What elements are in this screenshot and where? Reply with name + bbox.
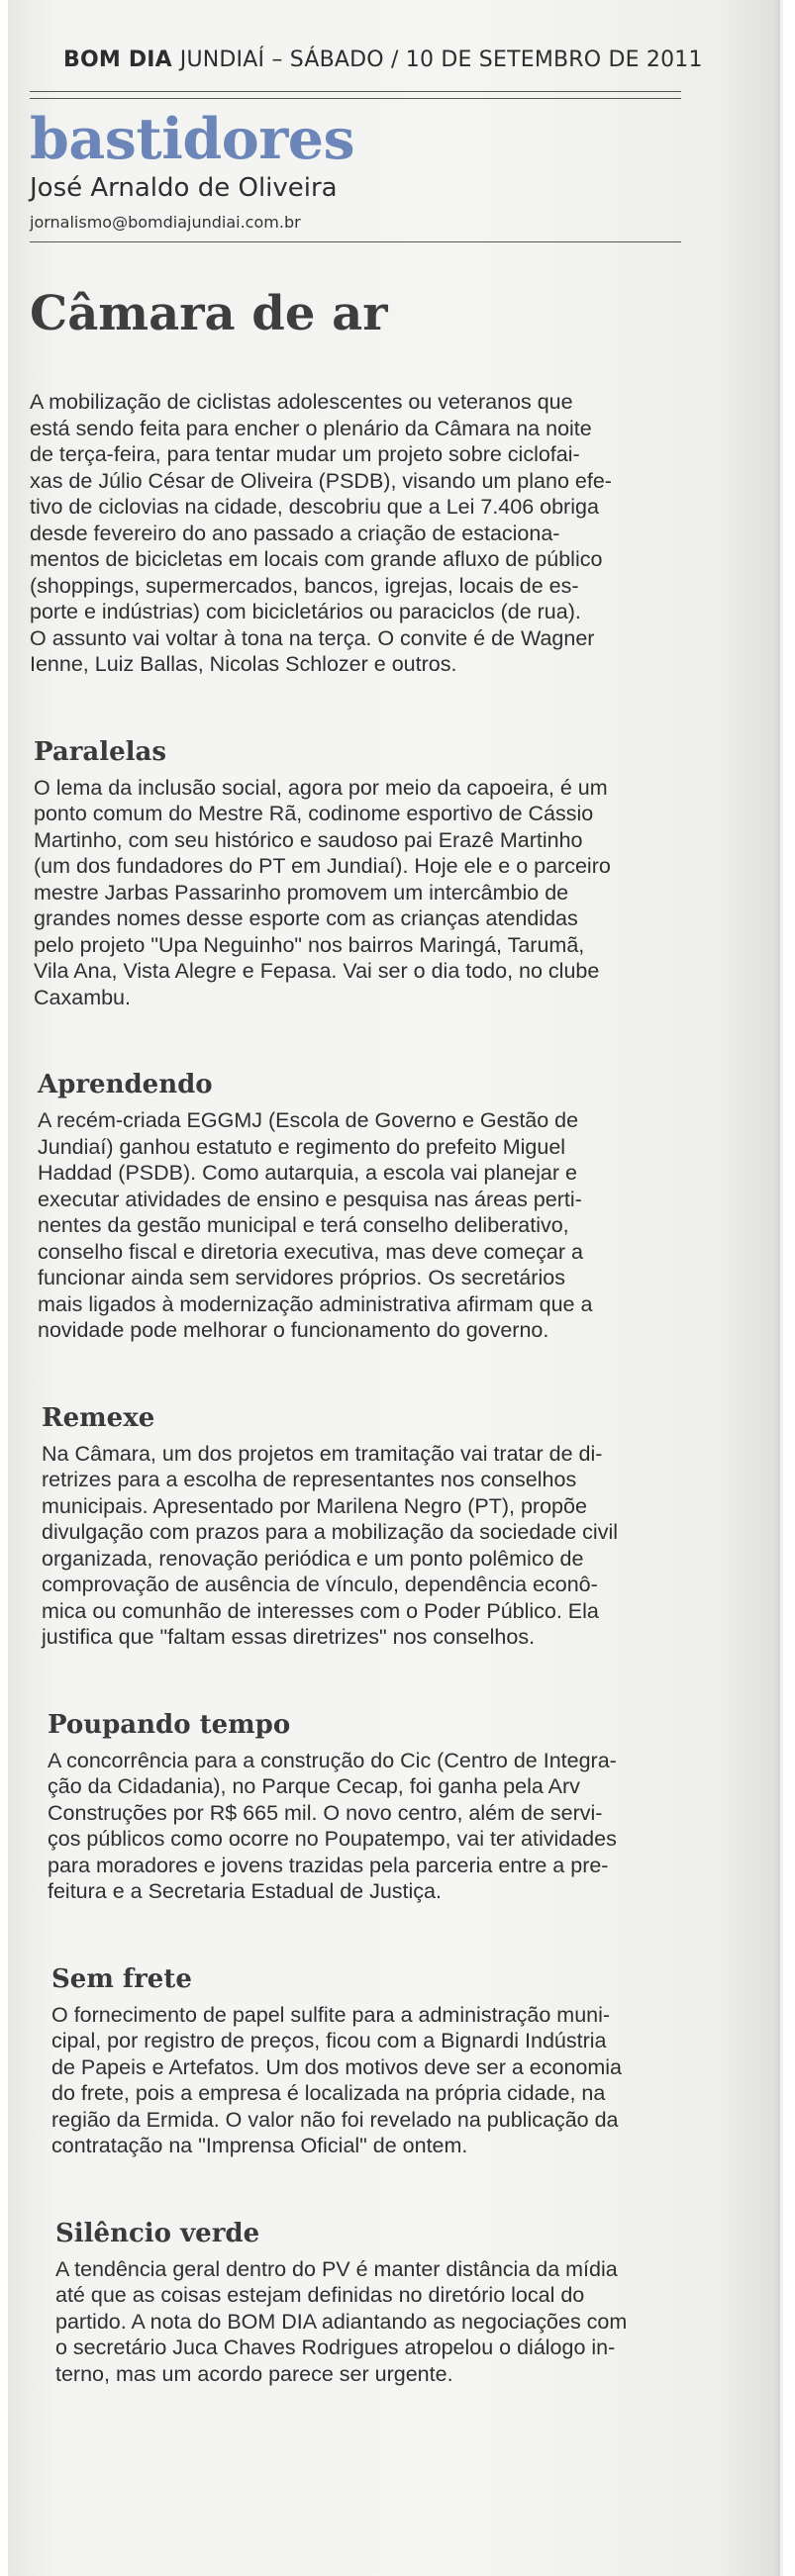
lead-line: está sendo feita para encher o plenário da Câmara na noite	[30, 416, 592, 440]
section-body	[51, 2002, 683, 2159]
section-body-line: divulgação com prazos para a mobilização da sociedade civil	[42, 1520, 619, 1544]
section-body-line: terno, mas um acordo parece ser urgente.	[55, 2361, 453, 2386]
masthead	[63, 48, 703, 73]
section-body-line: partido. A nota do BOM DIA adiantando as negociações com	[55, 2309, 628, 2334]
section-heading: Sem frete	[51, 1963, 192, 1994]
section-body-line: nentes da gestão municipal e terá conselho deliberativo,	[38, 1213, 569, 1237]
lead-line: O assunto vai voltar à tona na terça. O convite é de Wagner	[30, 625, 595, 650]
section-body-line: ção da Cidadania), no Parque Cecap, foi ganha pela Arv	[48, 1774, 580, 1798]
lead-line: de terça-feira, para tentar mudar um projeto sobre ciclofai-	[30, 442, 580, 466]
section-body-line: A tendência geral dentro do PV é manter distância da mídia	[55, 2256, 618, 2281]
section-heading: Paralelas	[34, 736, 167, 767]
section-body-line: Caxambu.	[34, 985, 131, 1009]
lead-line: Ienne, Luiz Ballas, Nicolas Schlozer e outros.	[30, 652, 457, 676]
article-lead	[30, 389, 683, 678]
header-single-rule	[30, 241, 681, 242]
section-body-line: funcionar ainda sem servidores próprios. Os secretários	[38, 1266, 565, 1289]
section-body-line: Jundiaí) ganhou estatuto e regimento do prefeito Miguel	[38, 1134, 566, 1159]
section-body-line: A recém-criada EGGMJ (Escola de Governo e Gestão de	[38, 1108, 579, 1132]
section-body-line: (um dos fundadores do PT em Jundiaí). Hoje ele e o parceiro	[34, 854, 611, 878]
section-body-line: mestre Jarbas Passarinho promovem um intercâmbio de	[34, 880, 569, 905]
lead-line: xas de Júlio César de Oliveira (PSDB), visando um plano efe-	[30, 468, 612, 493]
section-body-line: Na Câmara, um dos projetos em tramitação vai tratar de di-	[42, 1441, 603, 1466]
section-body-line: retrizes para a escolha de representantes nos conselhos	[42, 1468, 577, 1491]
section-body-line: municipais. Apresentado por Marilena Negro (PT), propõe	[42, 1493, 587, 1518]
section-body-line: ços públicos como ocorre no Poupatempo, vai ter atividades	[48, 1827, 617, 1851]
section-body-line: mica ou comunhão de interesses com o Poder Público. Ela	[42, 1598, 599, 1623]
column-content	[30, 48, 703, 2387]
section-body-line: A concorrência para a construção do Cic (Centro de Integra-	[48, 1748, 617, 1772]
section-body-line: até que as coisas estejam definidas no diretório local do	[55, 2283, 585, 2307]
lead-line: desde fevereiro do ano passado a criação de estaciona-	[30, 521, 560, 545]
lead-line: A mobilização de ciclistas adolescentes ou veteranos que	[30, 390, 573, 414]
section-body-line: organizada, renovação periódica e um ponto polêmico de	[42, 1546, 584, 1571]
lead-line: mentos de bicicletas em locais com grande afluxo de público	[30, 547, 603, 571]
section-body-line: região da Ermida. O valor não foi revelado na publicação da	[51, 2107, 619, 2132]
section-body-line: O fornecimento de papel sulfite para a administração muni-	[51, 2002, 611, 2027]
section-heading: Remexe	[42, 1402, 155, 1433]
lead-line: tivo de ciclovias na cidade, descobriu que a Lei 7.406 obriga	[30, 495, 599, 519]
section-body-line: cipal, por registro de preços, ficou com a Bignardi Indústria	[51, 2029, 607, 2052]
article-sections	[30, 735, 683, 2388]
section-body-line: novidade pode melhorar o funcionamento do governo.	[38, 1318, 549, 1342]
section-body	[42, 1441, 683, 1651]
masthead-dateline: JUNDIAÍ – SÁBADO / 10 DE SETEMBRO DE 2011	[179, 48, 703, 72]
section-body	[48, 1748, 683, 1905]
section-body-line: executar atividades de ensino e pesquisa nas áreas perti-	[38, 1187, 582, 1211]
column-section-title: bastidores	[30, 106, 355, 172]
section-body-line: de Papeis e Artefatos. Um dos motivos deve ser a economia	[51, 2054, 623, 2079]
section-body-line: Construções por R$ 665 mil. O novo centro, além de servi-	[48, 1800, 603, 1825]
lead-line: (shoppings, supermercados, bancos, igrejas, locais de es-	[30, 573, 579, 598]
section-body-line: conselho fiscal e diretoria executiva, mas deve começar a	[38, 1239, 583, 1264]
section-body-line: pelo projeto "Upa Neguinho" nos bairros Maringá, Tarumã,	[34, 932, 585, 957]
section-heading: Poupando tempo	[48, 1709, 291, 1740]
section-body-line: Haddad (PSDB). Como autarquia, a escola vai planejar e	[38, 1161, 577, 1185]
section-body-line: comprovação de ausência de vínculo, dependência econô-	[42, 1573, 598, 1596]
article-headline: Câmara de ar	[30, 286, 388, 341]
section-body-line: grandes nomes desse esporte com as crianças atendidas	[34, 906, 578, 930]
section-body	[38, 1107, 683, 1344]
section-body-line: justifica que "faltam essas diretrizes" nos conselhos.	[42, 1625, 536, 1649]
section-body-line: para moradores e jovens trazidas pela parceria entre a pre-	[48, 1853, 609, 1877]
section-heading: Aprendendo	[38, 1070, 213, 1099]
section-body-line: contratação na "Imprensa Oficial" de ontem.	[51, 2134, 468, 2157]
section-body-line: Martinho, com seu histórico e saudoso pai Erazê Martinho	[34, 827, 583, 852]
lead-line: porte e indústrias) com bicicletários ou paraciclos (de rua).	[30, 600, 581, 623]
page-edge-shadow	[773, 0, 783, 2576]
column-email: jornalismo@bomdiajundiai.com.br	[30, 213, 301, 232]
section-body-line: Vila Ana, Vista Alegre e Fepasa. Vai ser o dia todo, no clube	[34, 959, 600, 983]
section-heading: Silêncio verde	[55, 2218, 260, 2248]
section-body-line: o secretário Juca Chaves Rodrigues atropelou o diálogo in-	[55, 2336, 616, 2359]
header-double-rule	[30, 91, 681, 99]
section-body-line: ponto comum do Mestre Rã, codinome esportivo de Cássio	[34, 802, 594, 825]
section-body	[34, 775, 683, 1011]
masthead-brand: BOM DIA	[63, 48, 172, 72]
column-author: José Arnaldo de Oliveira	[30, 173, 338, 203]
section-body-line: feitura e a Secretaria Estadual de Justiça.	[48, 1879, 442, 1903]
section-body	[55, 2256, 683, 2388]
section-body-line: O lema da inclusão social, agora por meio da capoeira, é um	[34, 775, 608, 800]
section-body-line: do frete, pois a empresa é localizada na própria cidade, na	[51, 2081, 606, 2105]
section-body-line: mais ligados à modernização administrativa afirmam que a	[38, 1291, 593, 1316]
